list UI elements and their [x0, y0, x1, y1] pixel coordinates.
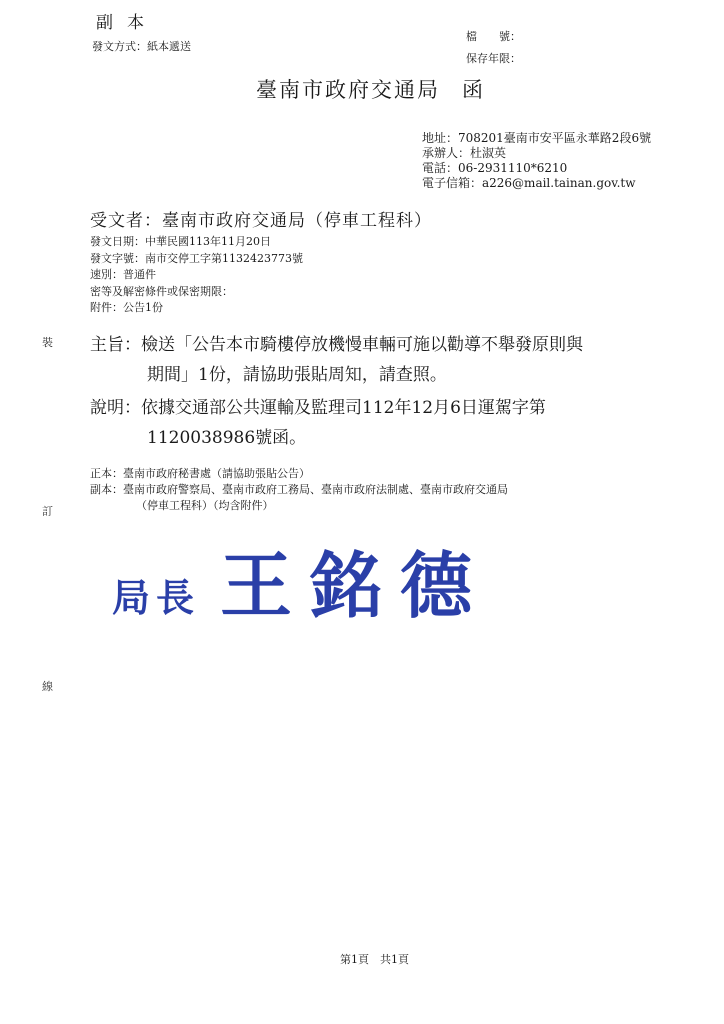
handler: 承辦人：杜淑英 — [422, 146, 507, 160]
original-recipient: 正本：臺南市政府秘書處（請協助張貼公告） — [90, 467, 310, 480]
retention-period-label: 保存年限： — [466, 52, 521, 65]
explanation-section — [90, 393, 690, 453]
explanation-line-1: 說明：依據交通部公共運輸及監理司112年12月6日運駕字第 — [90, 398, 546, 418]
secrecy-level: 密等及解密條件或保密期限： — [90, 284, 233, 298]
page-number: 第1頁 共1頁 — [340, 953, 409, 966]
file-number-label: 檔 號： — [466, 30, 521, 43]
issue-date: 發文日期：中華民國113年11月20日 — [90, 235, 271, 248]
copy-mark: 副本 — [96, 13, 158, 33]
document-title — [256, 74, 485, 104]
attachment: 附件：公告1份 — [90, 301, 163, 315]
explanation-line-2: 1120038986號函。 — [147, 428, 307, 448]
signature-name: 王銘德 — [220, 543, 491, 628]
delivery-speed: 速別：普通件 — [90, 268, 156, 282]
contact-block — [422, 131, 651, 191]
subject-line-1: 主旨：檢送「公告本市騎樓停放機慢車輛可施以勸導不舉發原則與 — [90, 335, 583, 355]
subject-section — [90, 330, 690, 390]
copy-recipients: 副本：臺南市政府警察局、臺南市政府工務局、臺南市政府法制處、臺南市政府交通局 — [90, 483, 508, 496]
subject-line-2: 期間」1份，請協助張貼周知，請查照。 — [147, 365, 447, 385]
director-signature-stamp — [112, 528, 490, 632]
signature-title: 局長 — [112, 575, 201, 620]
send-method: 發文方式：紙本遞送 — [92, 40, 191, 53]
distribution-block — [90, 466, 508, 514]
recipient: 受文者：臺南市政府交通局（停車工程科） — [90, 211, 432, 231]
document-number: 發文字號：南市交停工字第1132423773號 — [90, 251, 303, 265]
binding-mark-xian: 線 — [42, 680, 53, 693]
binding-mark-ding: 訂 — [42, 505, 53, 518]
issuing-agency: 臺南市政府交通局 — [256, 78, 440, 102]
address: 地址：708201臺南市安平區永華路2段6號 — [422, 131, 652, 145]
copy-recipients-cont: （停車工程科）（均含附件） — [136, 499, 274, 512]
binding-mark-zhuang: 裝 — [42, 336, 53, 349]
phone: 電話：06-2931110*6210 — [422, 161, 568, 175]
document-type: 函 — [462, 78, 485, 102]
document-meta — [90, 234, 303, 317]
email: 電子信箱：a226@mail.tainan.gov.tw — [422, 176, 636, 190]
